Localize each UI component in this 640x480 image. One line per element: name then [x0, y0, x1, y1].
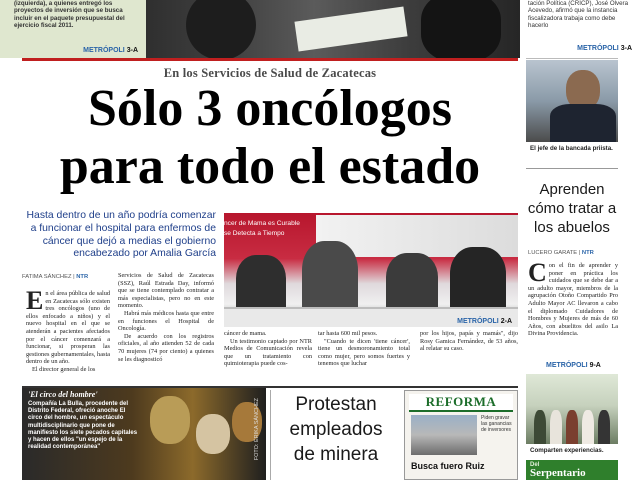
headline-line-3: de minera — [293, 444, 379, 465]
banner-text-line-2: se Detecta a Tiempo — [224, 230, 285, 237]
group-person — [550, 410, 562, 444]
section-name: METRÓPOLI — [83, 47, 125, 54]
photo-figure — [186, 0, 256, 58]
sidebar-section-tag[interactable] — [546, 362, 601, 369]
section-name: METRÓPOLI — [577, 45, 619, 52]
column-divider — [270, 390, 271, 480]
panelist — [386, 253, 438, 313]
column-text: De acuerdo con los registros oficiales, al año atienden 52 de cada 70 mujeres (74 por ciento) a quienes se les diagnosticó — [118, 332, 214, 363]
top-right-teaser-text: tación Política (CRICP), José Olvera Acevedo, afirmó que la instancia fiscalizadora trabaja como debe hacerlo — [528, 0, 629, 30]
reforma-masthead: REFORMA — [409, 394, 513, 412]
circo-photo-teaser[interactable] — [22, 388, 266, 480]
sidebar-photo-caption: El jefe de la bancada priista. — [530, 145, 613, 152]
column-text: n el área pública de salud en Zacatecas sólo existen tres oncólogos (uno de ellos enfocado a niños) y el nuevo hospital en el que se atenderán a pacientes afectados por el cáncer comenzará a funcionar, si prosperan las gestiones gubernamentales, hasta dentro de un año. — [26, 290, 110, 366]
column-text: El director general de los — [32, 365, 96, 373]
story-column-1 — [26, 286, 110, 374]
section-name: METRÓPOLI — [546, 362, 588, 369]
protestan-headline[interactable] — [274, 392, 398, 467]
headline-line-2: para todo el estado — [59, 138, 481, 195]
headline-line-2: empleados — [289, 419, 383, 440]
sidebar-photo-caption: Comparten experiencias. — [530, 447, 604, 454]
top-right-section-tag[interactable] — [577, 45, 632, 52]
serpentario-logo-line-1: Del — [530, 462, 540, 468]
section-name: METRÓPOLI — [457, 318, 499, 325]
column-text: cáncer de mama. — [224, 330, 267, 337]
top-right-teaser — [520, 0, 640, 58]
section-page: 3-A — [126, 47, 138, 54]
photo-figure — [421, 0, 501, 58]
performer — [150, 396, 190, 444]
main-story-photo[interactable] — [224, 213, 518, 327]
reforma-promo[interactable] — [404, 390, 518, 480]
group-person — [598, 410, 610, 444]
top-left-section-tag[interactable] — [83, 47, 138, 54]
column-text: tar hasta 600 mil pesos. — [318, 330, 378, 337]
serpentario-logo[interactable] — [526, 460, 618, 480]
sidebar-photo-group[interactable] — [526, 374, 618, 444]
sidebar-body — [528, 258, 618, 338]
drop-cap: C — [528, 258, 547, 287]
story-column-3 — [224, 330, 312, 368]
circo-caption: Compañía La Bulla, procedente del Distrito Federal, ofreció anoche El circo del hombre, un espectáculo multidisciplinario que pone de manifiesto los siete pecados capitales y hacen de ellos "un espejo de la realidad contemporánea" — [28, 401, 138, 451]
group-person — [566, 410, 578, 444]
section-page: 3-A — [620, 45, 632, 52]
story-deck: Hasta dentro de un año podría comenzar a funcionar el hospital para enfermos de cáncer que dejó a medias el gobierno encabezado por Amalia García — [26, 210, 216, 260]
performer — [196, 414, 230, 454]
serpentario-logo-line-2: Serpentario — [530, 467, 586, 479]
headline-rule — [22, 58, 518, 61]
column-text: por los hijos, papás y mamás", dijo Rosy Gamica Fernández, de 53 años, al relatar su caso. — [420, 330, 518, 353]
circo-title: 'El circo del hombre' — [28, 390, 98, 399]
sidebar-byline: LUCERO GARATE | NTR — [528, 250, 594, 256]
sidebar-photo-legislator[interactable] — [526, 60, 618, 142]
reforma-side-text: Piden gravar las ganancias de inversores — [481, 415, 512, 434]
sidebar-rule — [526, 168, 618, 169]
panelist — [236, 255, 286, 313]
byline-outlet: NTR — [76, 274, 89, 280]
group-person — [534, 410, 546, 444]
story-column-2 — [118, 272, 214, 363]
sidebar-rule — [526, 58, 618, 59]
column-text: "Cuando te dicen 'tiene cáncer', tiene un desmoronamiento total como mujer, pero somos fuertes y tenemos que luchar — [318, 337, 410, 368]
sidebar-body-text: on el fin de aprender y poner en práctica los cuidados que se debe dar a un adulto mayor, miembros de la agrupación Otoño Compartido Pro Adulto Mayor AC llevaron a cabo el diplomado Cuidadores de Hombres y Mujeres de más de 60 Años, con abuelitos del asilo La Divina Providencia. — [528, 262, 618, 338]
legislator-suit — [550, 104, 616, 142]
panelist — [450, 247, 506, 313]
reforma-headline: Busca fuero Ruiz — [411, 461, 485, 471]
group-person — [582, 410, 594, 444]
top-left-teaser-text: (izquierda), a quienes entregó los proyectos de inversión que se busca incluir en el paquete presupuestal del ejercicio fiscal 2011. — [14, 0, 125, 30]
top-news-photo — [146, 0, 520, 58]
byline-outlet: NTR — [581, 250, 594, 256]
column-text: Servicios de Salud de Zacatecas (SSZ), Raúl Estrada Day, informó que se tiene contemplado contratar a más especialistas, pero no en este momento. — [118, 272, 214, 310]
story-byline: FATIMA SÁNCHEZ | NTR — [22, 274, 89, 280]
reforma-cover-photo — [411, 415, 477, 455]
drop-cap: E — [26, 286, 44, 315]
byline-name: FATIMA SÁNCHEZ — [22, 274, 72, 280]
headline-line-1: Protestan — [295, 394, 377, 415]
column-text: Habrá más médicos hasta que entre en funciones el Hospital de Oncología. — [118, 309, 214, 333]
story-kicker: En los Servicios de Salud de Zacatecas — [163, 66, 377, 80]
main-headline[interactable] — [10, 80, 530, 196]
main-photo-section-tag[interactable] — [457, 318, 512, 325]
photo-document — [294, 6, 407, 51]
column-text: Un testimonio captado por NTR Medios de Comunicación revela que un tratamiento con quimioterapia puede cos- — [224, 337, 312, 368]
story-column-5 — [420, 330, 518, 353]
section-page: 2-A — [500, 318, 512, 325]
banner-text-line-1: ncer de Mama es Curable — [224, 220, 300, 227]
byline-name: LUCERO GARATE — [528, 250, 578, 256]
story-column-4 — [318, 330, 410, 368]
headline-line-1: Sólo 3 oncólogos — [87, 80, 453, 137]
section-page: 9-A — [589, 362, 601, 369]
top-left-teaser — [0, 0, 146, 58]
panelist — [302, 241, 358, 313]
sidebar-headline[interactable]: Aprenden cómo tratar a los abuelos — [527, 181, 617, 236]
photo-credit: FOTO: ÉRIKA SÁNCHEZ — [254, 398, 260, 461]
